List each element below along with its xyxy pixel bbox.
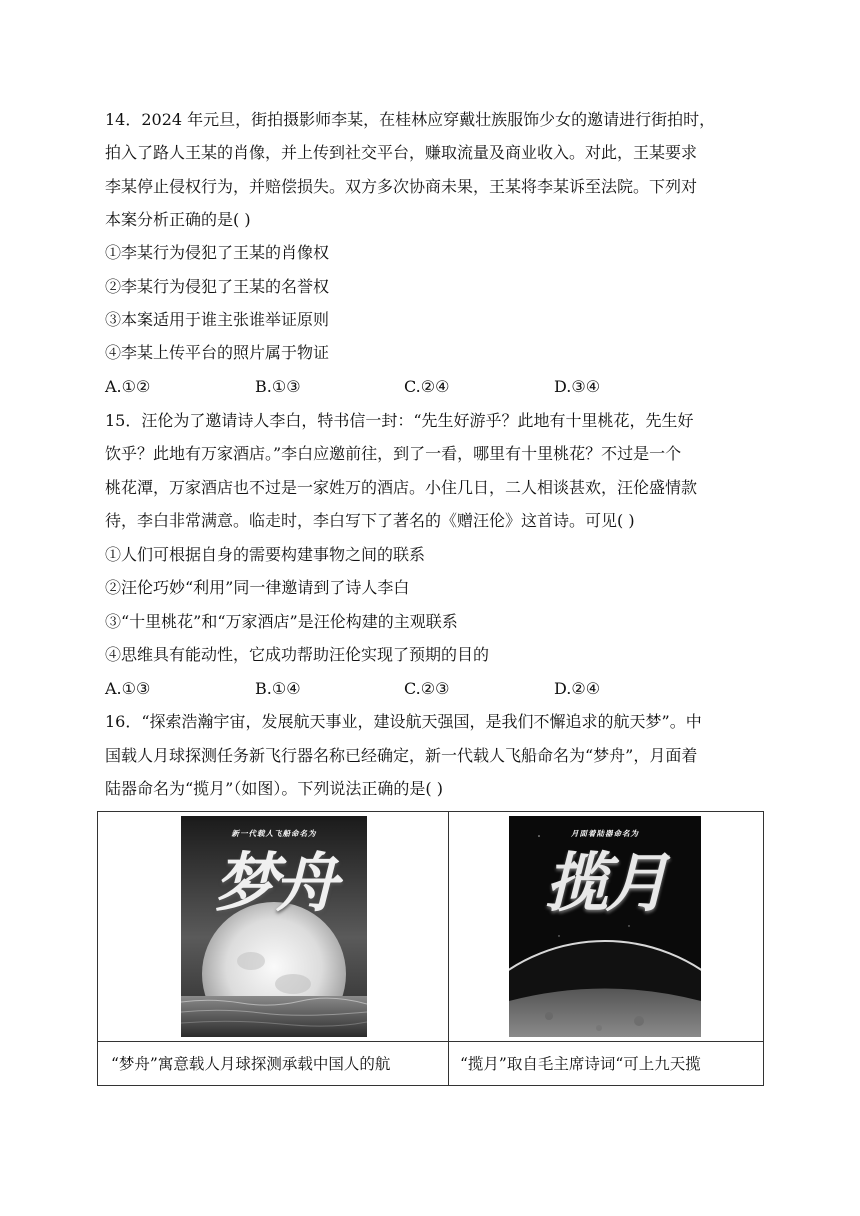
q15-stem-line-2: 饮乎？此地有万家酒店。”李白应邀前往，到了一看，哪里有十里桃花？不过是一个	[105, 444, 682, 463]
caption-lanyue: “揽月”取自毛主席诗词“可上九天揽	[460, 1055, 701, 1073]
q16-stem-line-1: 16．“探索浩瀚宇宙，发展航天事业，建设航天强国，是我们不懈追求的航天梦”。中	[105, 712, 702, 731]
poster-mengzhou	[181, 816, 367, 1037]
poster-mengzhou-title: 梦舟	[214, 847, 334, 921]
q15-option-d[interactable]: D.②④	[554, 679, 601, 698]
q15-statement-3: ③“十里桃花”和“万家酒店”是汪伦构建的主观联系	[105, 612, 458, 631]
q15-option-c[interactable]: C.②③	[404, 679, 450, 698]
q14-stem-line-3: 李某停止侵权行为，并赔偿损失。双方多次协商未果，王某将李某诉至法院。下列对	[105, 177, 698, 196]
poster-lanyue-title: 揽月	[545, 847, 665, 921]
q14-statement-2: ②李某行为侵犯了王某的名誉权	[105, 277, 330, 296]
poster-table	[97, 811, 764, 1086]
q14-statement-3: ③本案适用于谁主张谁举证原则	[105, 310, 330, 329]
q15-stem-line-3: 桃花潭，万家酒店也不过是一家姓万的酒店。小住几日，二人相谈甚欢，汪伦盛情款	[105, 478, 698, 497]
q14-option-a[interactable]: A.①②	[105, 377, 151, 396]
table-row-divider	[98, 1041, 763, 1042]
q15-statement-1: ①人们可根据自身的需要构建事物之间的联系	[105, 545, 426, 564]
q14-option-d[interactable]: D.③④	[554, 377, 601, 396]
poster-lanyue	[509, 816, 701, 1037]
q15-statement-2: ②汪伦巧妙“利用”同一律邀请到了诗人李白	[105, 578, 410, 597]
q14-statement-1: ①李某行为侵犯了王某的肖像权	[105, 243, 330, 262]
q14-option-c[interactable]: C.②④	[404, 377, 450, 396]
q14-stem-line-1: 14．2024 年元旦，街拍摄影师李某，在桂林应穿戴壮族服饰少女的邀请进行街拍时，	[105, 110, 716, 129]
q15-option-b[interactable]: B.①④	[255, 679, 301, 698]
q14-statement-4: ④李某上传平台的照片属于物证	[105, 343, 330, 362]
q15-option-a[interactable]: A.①③	[105, 679, 151, 698]
q14-stem-line-2: 拍入了路人王某的肖像，并上传到社交平台，赚取流量及商业收入。对此，王某要求	[105, 143, 698, 162]
table-column-divider	[448, 812, 449, 1085]
q15-statement-4: ④思维具有能动性，它成功帮助汪伦实现了预期的目的	[105, 645, 490, 664]
q14-stem-line-4: 本案分析正确的是( )	[105, 210, 251, 229]
q15-stem-line-4: 待，李白非常满意。临走时，李白写下了著名的《赠汪伦》这首诗。可见( )	[105, 511, 635, 530]
poster-mengzhou-top-text: 新一代载人飞船命名为	[231, 829, 317, 838]
poster-lanyue-top-text: 月面着陆器命名为	[571, 829, 639, 838]
q15-stem-line-1: 15．汪伦为了邀请诗人李白，特书信一封：“先生好游乎？此地有十里桃花，先生好	[105, 411, 694, 430]
q14-option-b[interactable]: B.①③	[255, 377, 301, 396]
q16-stem-line-3: 陆器命名为“揽月”（如图）。下列说法正确的是( )	[105, 779, 443, 798]
q16-stem-line-2: 国载人月球探测任务新飞行器名称已经确定，新一代载人飞船命名为“梦舟”，月面着	[105, 746, 698, 765]
caption-mengzhou: “梦舟”寓意载人月球探测承载中国人的航	[111, 1055, 391, 1073]
